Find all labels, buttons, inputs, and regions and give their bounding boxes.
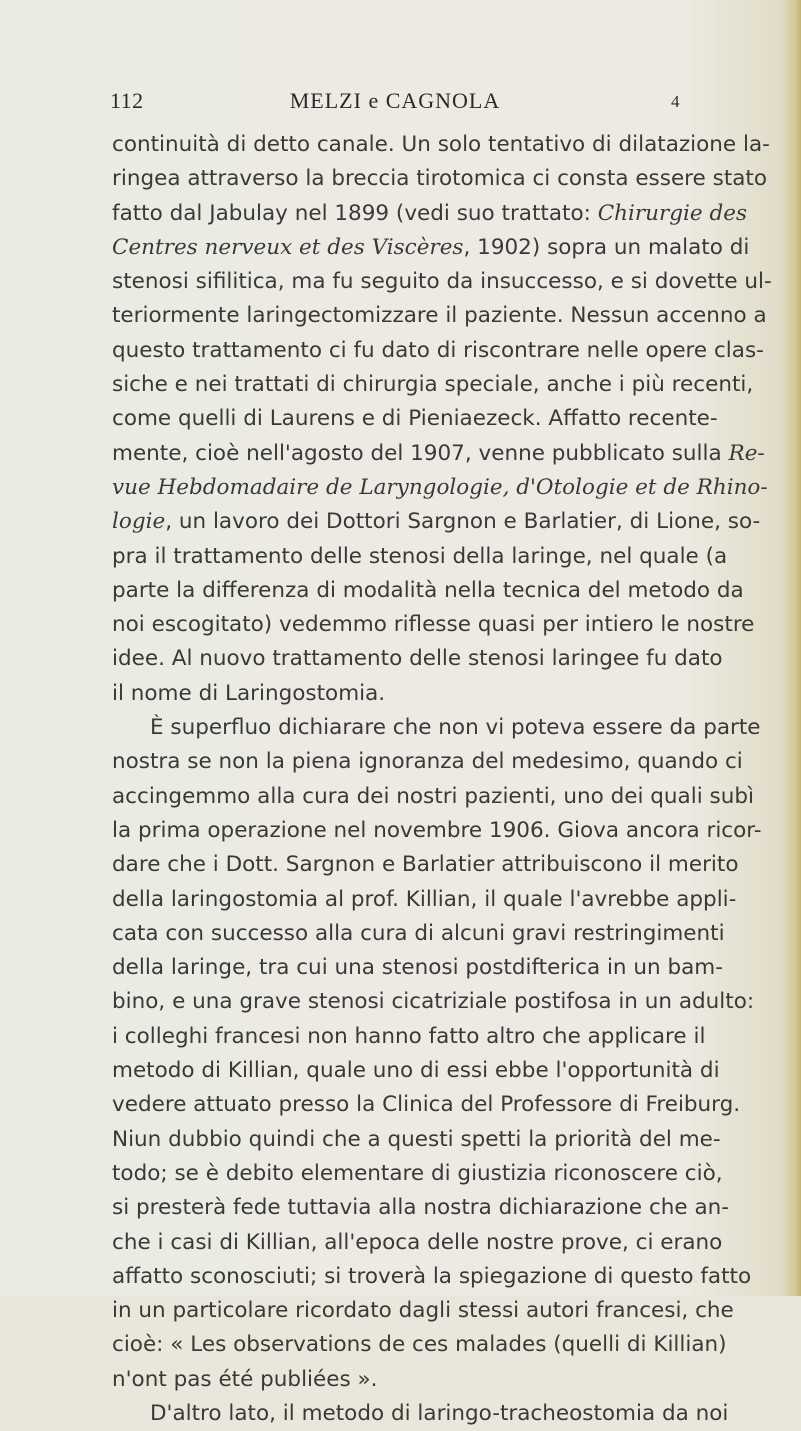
text-line	[112, 471, 768, 505]
paragraph-start-line: D'altro lato, il metodo di laringo-tracheostomia da noi	[150, 1400, 729, 1426]
text-line: vedere attuato presso la Clinica del Professore di Freiburg.	[112, 1092, 741, 1118]
text-line: metodo di Killian, quale uno di essi ebbe l'opportunità di	[112, 1058, 720, 1084]
body-text	[112, 128, 772, 1431]
text-line: Centres nerveux et des Viscères, 1902) sopra un malato di	[112, 234, 750, 260]
journal-title-italic: logie	[112, 509, 166, 535]
text-line: accingemmo alla cura dei nostri pazienti, uno dei quali subì	[112, 783, 754, 809]
text-line: noi escogitato) vedemmo riflesse quasi per intiero le nostre	[112, 612, 755, 638]
page-edge-shadow	[783, 0, 801, 1296]
paragraph-start-line: È superfluo dichiarare che non vi poteva essere da parte	[150, 715, 761, 741]
text-line: cata con successo alla cura di alcuni gravi restringimenti	[112, 920, 725, 946]
text-line: Niun dubbio quindi che a questi spetti la priorità del me-	[112, 1126, 721, 1152]
text-line: della laringostomia al prof. Killian, il quale l'avrebbe appli-	[112, 886, 737, 912]
text-line: n'ont pas été publiées ».	[112, 1366, 378, 1392]
journal-title-italic: Re-	[728, 440, 765, 466]
journal-title-italic: vue Hebdomadaire de Laryngologie, d'Otologie et de Rhino-	[112, 474, 768, 500]
running-head	[110, 88, 680, 118]
text-line: cioè: « Les observations de ces malades (quelli di Killian)	[112, 1332, 727, 1358]
text-line: affatto sconosciuti; si troverà la spiegazione di questo fatto	[112, 1263, 752, 1289]
text-line: todo; se è debito elementare di giustizia riconoscere ciò,	[112, 1160, 723, 1186]
text-line: la prima operazione nel novembre 1906. Giova ancora ricor-	[112, 817, 762, 843]
text-line: in un particolare ricordato dagli stessi autori francesi, che	[112, 1298, 734, 1324]
text-line: nostra se non la piena ignoranza del medesimo, quando ci	[112, 749, 743, 775]
text-line: siche e nei trattati di chirurgia speciale, anche i più recenti,	[112, 372, 754, 398]
page-number: 112	[110, 88, 144, 113]
text-line: bino, e una grave stenosi cicatriziale postifosa in un adulto:	[112, 989, 755, 1015]
book-title-italic: Chirurgie des	[597, 200, 747, 226]
text-line: si presterà fede tuttavia alla nostra dichiarazione che an-	[112, 1195, 730, 1221]
text-line: stenosi sifilitica, ma fu seguito da insuccesso, e si dovette ul-	[112, 269, 772, 295]
text-line: il nome di Laringostomia.	[112, 680, 386, 706]
text-line: che i casi di Killian, all'epoca delle nostre prove, ci erano	[112, 1229, 723, 1255]
text-line: mente, cioè nell'agosto del 1907, venne pubblicato sulla Re-	[112, 440, 765, 466]
text-line: i colleghi francesi non hanno fatto altro che applicare il	[112, 1023, 706, 1049]
text-line: pra il trattamento delle stenosi della laringe, nel quale (a	[112, 543, 728, 569]
text-line: logie, un lavoro dei Dottori Sargnon e Barlatier, di Lione, so-	[112, 509, 761, 535]
signature-mark: 4	[671, 92, 680, 111]
text-line: questo trattamento ci fu dato di riscontrare nelle opere clas-	[112, 337, 764, 363]
text-line: come quelli di Laurens e di Pieniaezeck. Affatto recente-	[112, 406, 718, 432]
text-line: della laringe, tra cui una stenosi postdifterica in un bam-	[112, 955, 723, 981]
text-line: dare che i Dott. Sargnon e Barlatier attribuiscono il merito	[112, 852, 739, 878]
text-line: teriormente laringectomizzare il paziente. Nessun accenno a	[112, 303, 767, 329]
text-line: parte la differenza di modalità nella tecnica del metodo da	[112, 577, 744, 603]
text-line: continuità di detto canale. Un solo tentativo di dilatazione la-	[112, 132, 770, 157]
running-title: MELZI e CAGNOLA	[289, 88, 501, 113]
text-line: idee. Al nuovo trattamento delle stenosi laringee fu dato	[112, 646, 723, 672]
text-line: ringea attraverso la breccia tirotomica ci consta essere stato	[112, 166, 768, 192]
text-line: fatto dal Jabulay nel 1899 (vedi suo trattato: Chirurgie des	[112, 200, 747, 226]
book-title-italic: Centres nerveux et des Viscères	[112, 234, 464, 260]
